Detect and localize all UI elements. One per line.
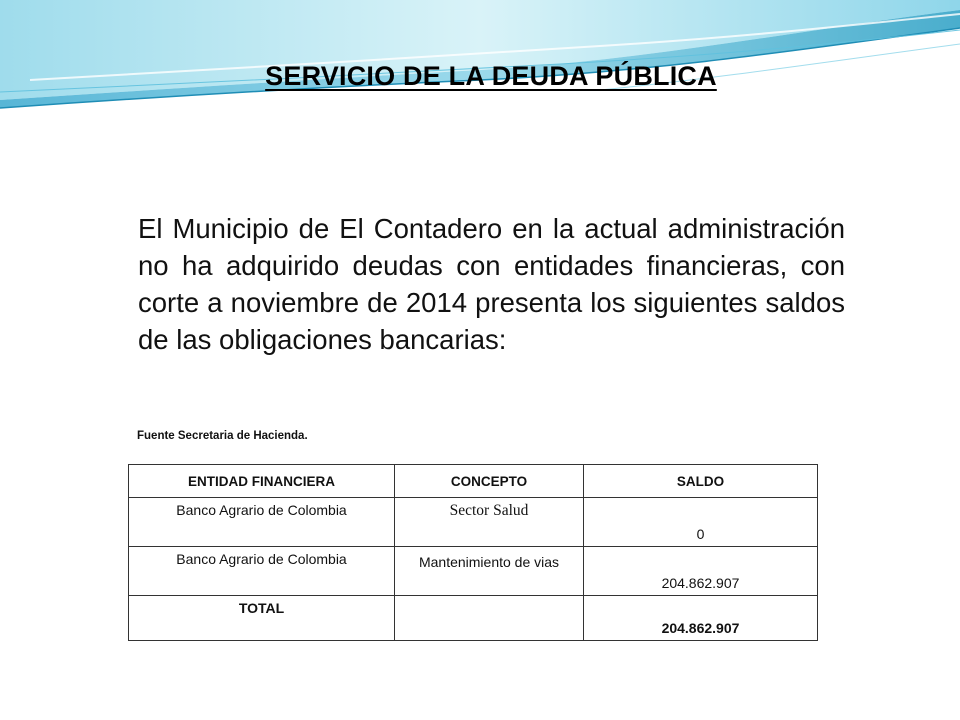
cell-balance: 0 xyxy=(584,498,818,547)
cell-entity: Banco Agrario de Colombia xyxy=(129,498,395,547)
header-concept: CONCEPTO xyxy=(395,465,584,498)
total-label: TOTAL xyxy=(129,596,395,641)
cell-balance: 204.862.907 xyxy=(584,547,818,596)
total-value: 204.862.907 xyxy=(584,596,818,641)
debt-table xyxy=(128,464,818,641)
header-balance: SALDO xyxy=(584,465,818,498)
source-note: Fuente Secretaria de Hacienda. xyxy=(137,430,308,442)
cell-concept: Sector Salud xyxy=(395,498,584,547)
cell-entity: Banco Agrario de Colombia xyxy=(129,547,395,596)
total-concept xyxy=(395,596,584,641)
table-row xyxy=(129,547,818,596)
header-entity: ENTIDAD FINANCIERA xyxy=(129,465,395,498)
slide-paragraph: El Municipio de El Contadero en la actual administración no ha adquirido deudas con entidades financieras, con corte a noviembre de 2014 presenta los siguientes saldos de las obligaciones bancarias: xyxy=(138,213,845,355)
table-total-row xyxy=(129,596,818,641)
cell-concept: Mantenimiento de vias xyxy=(395,547,584,596)
table-row xyxy=(129,498,818,547)
table-header-row xyxy=(129,465,818,498)
slide-title: SERVICIO DE LA DEUDA PÚBLICA xyxy=(265,61,717,91)
